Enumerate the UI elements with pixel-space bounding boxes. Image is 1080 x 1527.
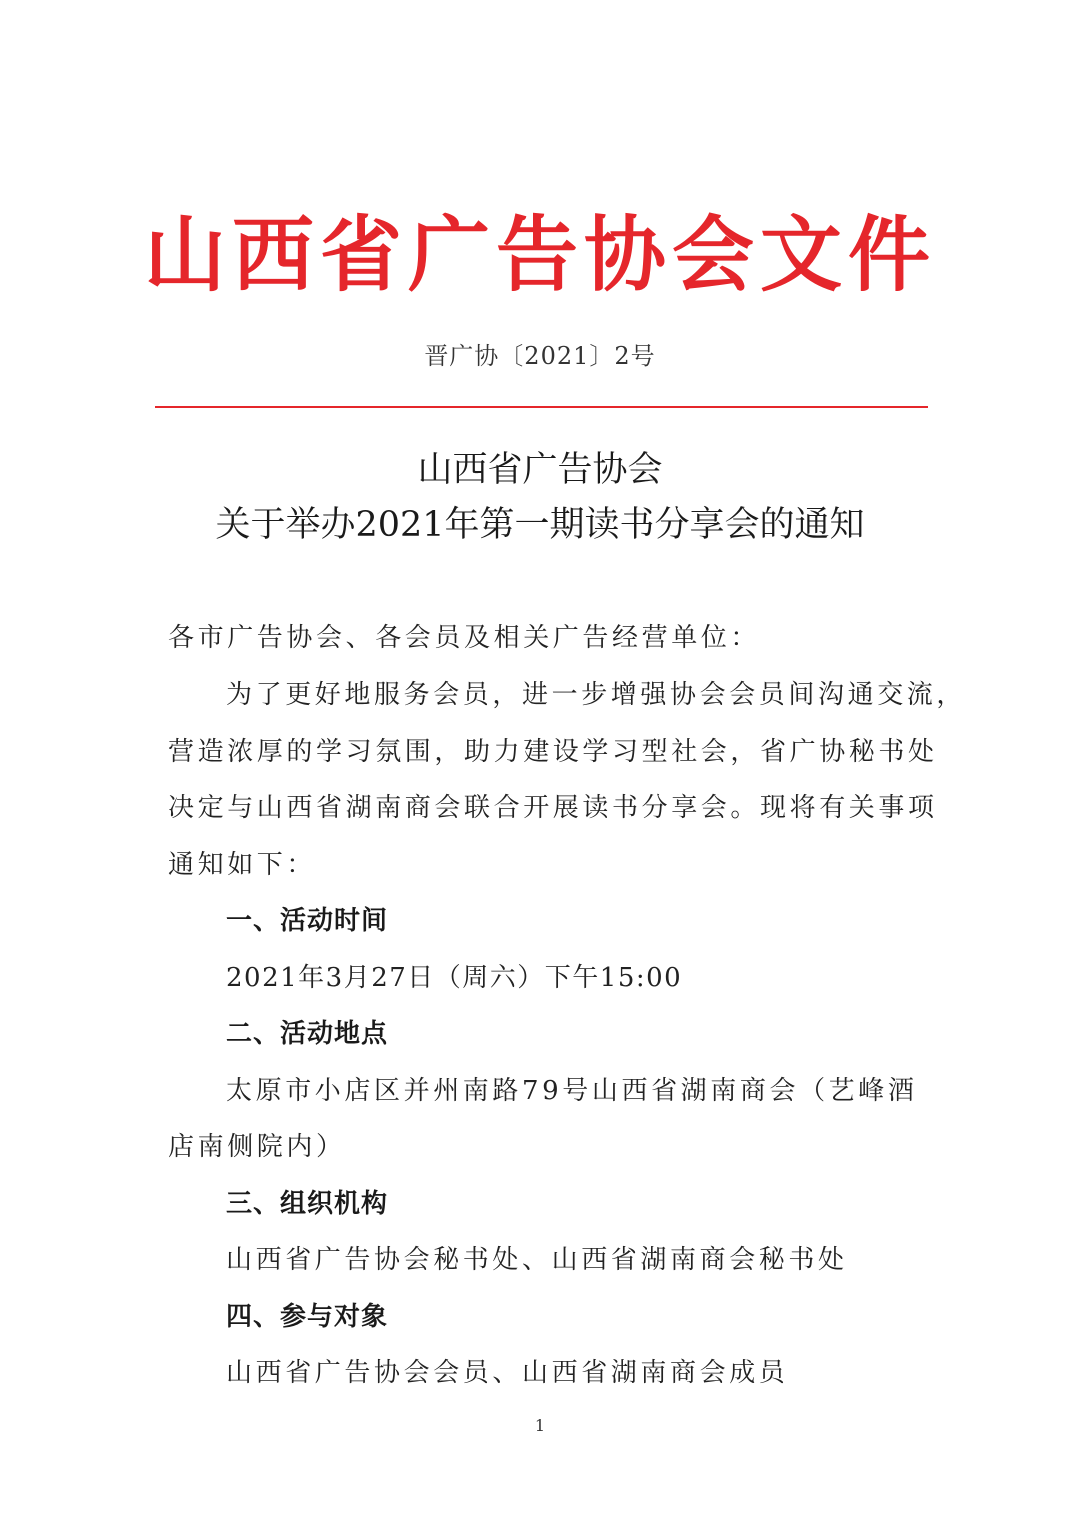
document-header-title: 山西省广告协会文件 (143, 207, 936, 303)
intro-paragraph-line: 为了更好地服务会员，进一步增强协会会员间沟通交流， (226, 680, 967, 710)
intro-paragraph-line: 决定与山西省湖南商会联合开展读书分享会。现将有关事项 (168, 793, 938, 823)
red-divider (155, 406, 928, 408)
notice-title-line1: 山西省广告协会 (417, 450, 663, 490)
page-number: 1 (534, 1416, 546, 1435)
section-text-time: 2021年3月27日（周六）下午15:00 (226, 963, 683, 993)
section-text-participants: 山西省广告协会会员、山西省湖南商会成员 (226, 1358, 789, 1388)
document-number: 晋广协〔2021〕2号 (424, 342, 656, 370)
notice-title-line2: 关于举办2021年第一期读书分享会的通知 (215, 505, 865, 545)
section-text-location: 店南侧院内） (168, 1132, 346, 1162)
section-text-organizer: 山西省广告协会秘书处、山西省湖南商会秘书处 (226, 1245, 848, 1275)
intro-paragraph-line: 营造浓厚的学习氛围，助力建设学习型社会，省广协秘书处 (168, 737, 938, 767)
section-heading-time: 一、活动时间 (226, 906, 389, 936)
salutation: 各市广告协会、各会员及相关广告经营单位： (168, 623, 761, 653)
section-text-location: 太原市小店区并州南路79号山西省湖南商会（艺峰酒 (226, 1076, 918, 1106)
intro-paragraph-line: 通知如下： (168, 850, 317, 880)
section-heading-location: 二、活动地点 (226, 1019, 389, 1049)
section-heading-organizer: 三、组织机构 (226, 1189, 389, 1219)
section-heading-participants: 四、参与对象 (226, 1302, 389, 1332)
